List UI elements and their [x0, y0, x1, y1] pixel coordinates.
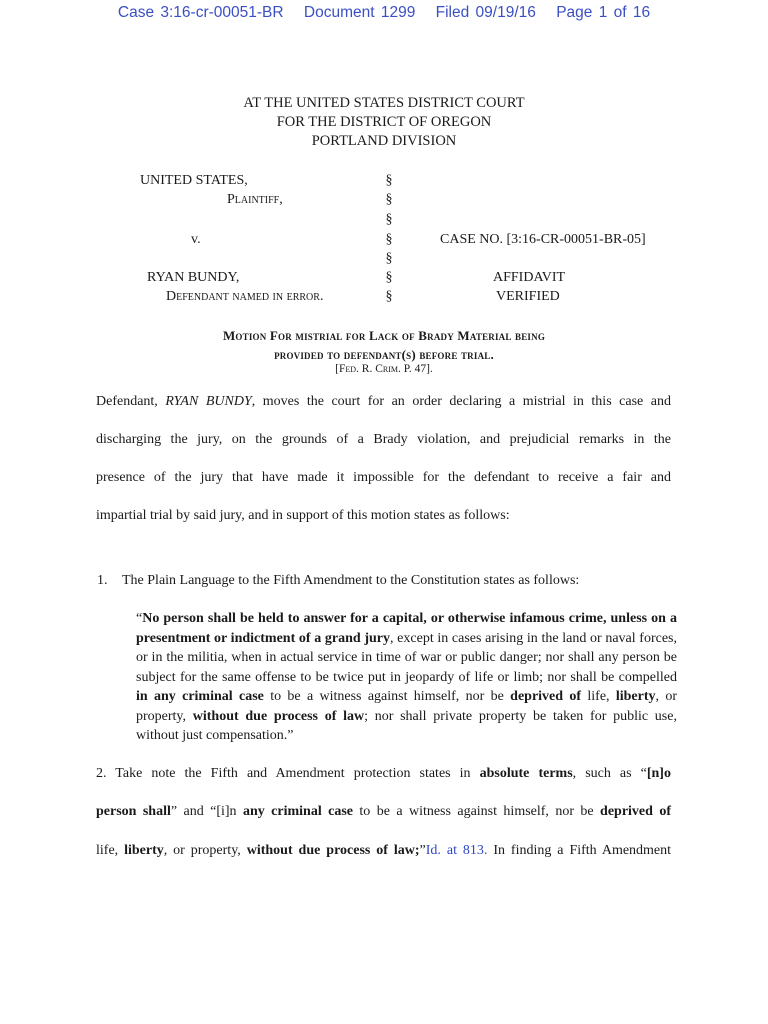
section-mark: §	[385, 173, 393, 188]
citation-link[interactable]: Id. at 813.	[425, 843, 488, 858]
quote-text: ; nor shall private property be taken for public use, without just compensation.”	[136, 708, 677, 743]
section-mark: §	[385, 212, 393, 227]
motion-citation: [Fed. R. Crim. P. 47].	[335, 363, 433, 375]
point-2-line-1	[96, 766, 671, 782]
quote-bold: without due process of law	[192, 708, 365, 724]
point-2-text: to be a witness against himself, nor be	[353, 804, 601, 819]
section-mark: §	[385, 289, 393, 304]
point-2-text: life,	[96, 843, 125, 858]
section-mark: §	[385, 251, 393, 266]
point-2-text: In finding a Fifth Amendment	[487, 843, 672, 858]
intro-line-1	[96, 394, 671, 410]
court-heading-line3: PORTLAND DIVISION	[311, 133, 457, 149]
case-number: CASE NO. [3:16-CR-00051-BR-05]	[440, 232, 646, 247]
plaintiff-role: Plaintiff,	[227, 192, 283, 207]
plaintiff-name: UNITED STATES,	[140, 173, 248, 188]
point-2-text: 2. Take note the Fifth and Amendment protection states in	[96, 766, 480, 781]
fifth-amendment-quote	[136, 609, 677, 746]
quote-text: , or property,	[136, 689, 678, 724]
quote-text: “	[136, 611, 143, 626]
point-2-bold: [n]o	[646, 766, 671, 781]
intro-line-2: discharging the jury, on the grounds of a Brady violation, and prejudicial remarks in the	[96, 432, 671, 447]
quote-bold: liberty	[615, 689, 656, 704]
ecf-header	[0, 4, 768, 22]
quote-bold: in any criminal case	[136, 689, 264, 704]
intro-line-3: presence of the jury that have made it impossible for the defendant to receive a fair and	[96, 470, 671, 485]
versus: v.	[191, 232, 201, 247]
defendant-name: RYAN BUNDY,	[147, 270, 240, 285]
motion-title-line2: provided to defendant(s) before trial.	[274, 347, 494, 362]
quote-bold: No person shall be held to answer for a capital, or otherwise infamous crime, unless on a presentment or indictment of a grand jury	[136, 611, 677, 646]
point-2-text: ”	[419, 843, 426, 858]
verified-label: VERIFIED	[496, 289, 560, 304]
court-heading-line2: FOR THE DISTRICT OF OREGON	[276, 114, 492, 130]
point-1-number: 1.	[97, 573, 108, 588]
section-mark: §	[385, 270, 393, 285]
header-case-number: Case 3:16-cr-00051-BR	[117, 4, 284, 21]
header-filed: Filed 09/19/16	[435, 4, 536, 21]
defendant-name-italic: RYAN BUNDY	[165, 394, 252, 409]
point-2-text: , or property,	[163, 843, 247, 858]
point-2-text: , such as “	[572, 766, 647, 781]
motion-title-line1: Motion For mistrial for Lack of Brady Material being	[222, 328, 546, 343]
point-2-bold: absolute terms	[479, 766, 573, 781]
point-2-bold: deprived of	[600, 804, 671, 819]
section-mark: §	[385, 232, 393, 247]
point-2-bold: any criminal case	[242, 804, 353, 819]
court-heading-line1: AT THE UNITED STATES DISTRICT COURT	[243, 95, 525, 111]
quote-text: to be a witness against himself, nor be	[263, 689, 511, 704]
affidavit-label: AFFIDAVIT	[493, 270, 566, 285]
quote-bold: deprived of	[510, 689, 582, 704]
quote-text: , except in cases arising in the land or naval forces, or in the militia, when in actual service in time of war or public danger; nor shall any person be subject for the same offense to be twice put in jeopardy of life or limb; nor shall be compelled	[136, 630, 677, 685]
intro-text: Defendant,	[96, 394, 166, 409]
point-2-text: ” and “[i]n	[170, 804, 243, 819]
point-2-line-3	[96, 843, 671, 859]
point-1-text: The Plain Language to the Fifth Amendment to the Constitution states as follows:	[122, 573, 580, 588]
intro-line-4: impartial trial by said jury, and in support of this motion states as follows:	[96, 508, 510, 523]
point-2-bold: without due process of law;	[246, 843, 420, 858]
quote-text: life,	[581, 689, 616, 704]
header-page: Page 1 of 16	[556, 4, 651, 21]
defendant-role: Defendant named in error.	[166, 289, 324, 304]
header-document: Document 1299	[303, 4, 416, 21]
intro-text: , moves the court for an order declaring a mistrial in this case and	[251, 394, 671, 409]
point-2-bold: liberty	[124, 843, 164, 858]
section-mark: §	[385, 192, 393, 207]
point-2-line-2	[96, 804, 671, 820]
point-2-bold: person shall	[96, 804, 171, 819]
